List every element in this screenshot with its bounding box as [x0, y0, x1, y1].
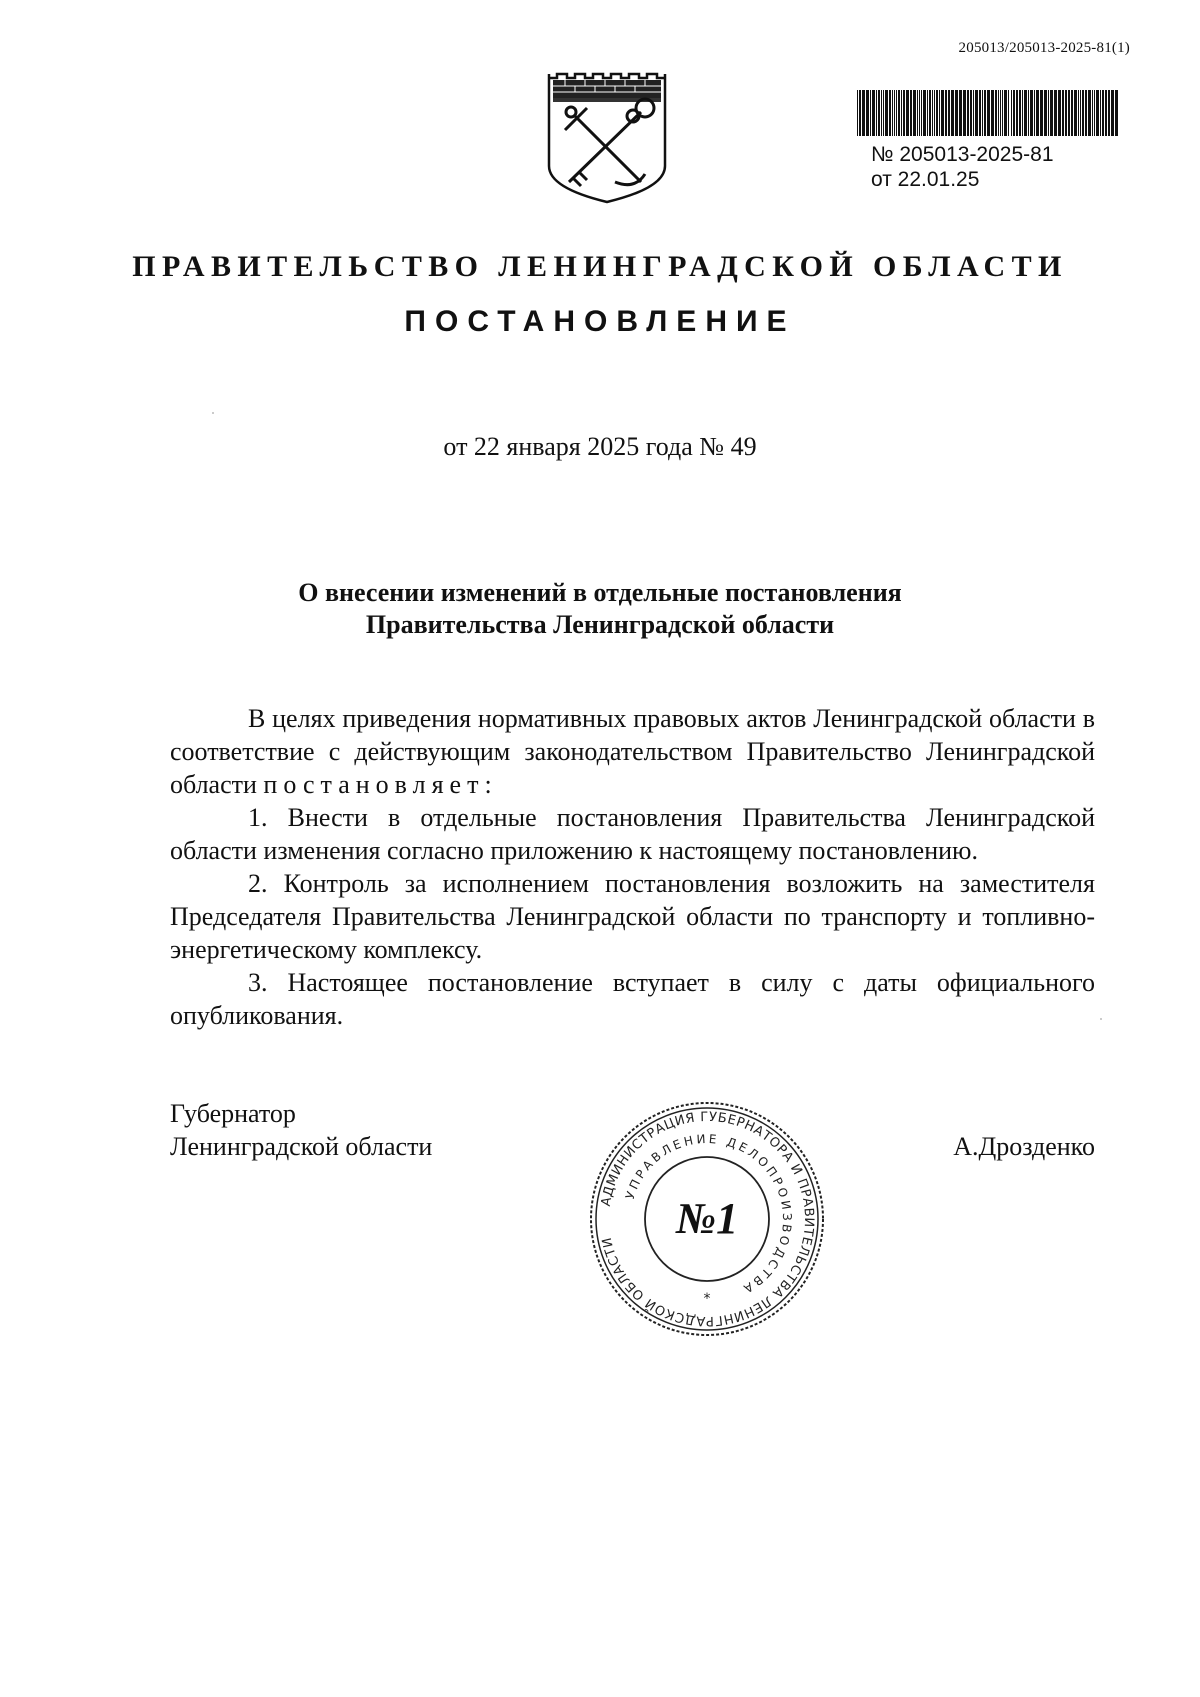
barcode-bar — [903, 90, 905, 136]
coat-of-arms-icon — [545, 70, 669, 206]
barcode-bar — [1080, 90, 1081, 136]
barcode-bar — [948, 90, 950, 136]
document-body — [170, 702, 1095, 1032]
barcode-bar — [1065, 90, 1067, 136]
barcode-bar — [984, 90, 986, 136]
stamp-outer-text: АДМИНИСТРАЦИЯ ГУБЕРНАТОРА И ПРАВИТЕЛЬСТВА ЛЕНИНГРАДСКОЙ ОБЛАСТИ — [598, 1109, 817, 1329]
barcode-bar — [1040, 90, 1043, 136]
barcode-bar — [973, 90, 974, 136]
barcode-bar — [866, 90, 869, 136]
barcode-bar — [1111, 90, 1114, 136]
barcode-bar — [982, 90, 983, 136]
subject-line-2: Правительства Ленинградской области — [365, 610, 835, 639]
preamble-paragraph — [170, 702, 1095, 801]
barcode-bar — [859, 90, 861, 136]
barcode-bar — [1092, 90, 1093, 136]
barcode-bar — [1058, 90, 1061, 136]
barcode-bar — [1048, 90, 1049, 136]
barcode-bar — [1102, 90, 1104, 136]
barcode-bar — [892, 90, 893, 136]
barcode-bar — [1094, 90, 1095, 136]
document-type-title: ПОСТАНОВЛЕНИЕ — [404, 305, 796, 338]
barcode-bar — [975, 90, 978, 136]
barcode-bar — [1008, 90, 1009, 136]
barcode-bar — [1074, 90, 1077, 136]
barcode-bar — [1011, 90, 1012, 136]
barcode-bar — [1115, 90, 1118, 136]
barcode-bar — [1030, 90, 1033, 136]
barcode-bar — [959, 90, 962, 136]
barcode-bar — [923, 90, 926, 136]
barcode-bar — [921, 90, 922, 136]
barcode-bar — [1050, 90, 1053, 136]
scan-speck — [1100, 1018, 1102, 1020]
barcode-bar — [1078, 90, 1079, 136]
signer-position-line-1: Губернатор — [170, 1099, 296, 1128]
barcode-bar — [1085, 90, 1087, 136]
document-id: 205013/205013-2025-81(1) — [958, 40, 1130, 56]
barcode-bar — [1022, 90, 1023, 136]
registration-block — [871, 142, 1054, 192]
barcode-bar — [932, 90, 933, 136]
signer-position-line-2: Ленинградской области — [170, 1132, 433, 1161]
barcode-bar — [910, 90, 912, 136]
barcode-bar — [936, 90, 938, 136]
barcode-bar — [1100, 90, 1101, 136]
barcode-bar — [872, 90, 875, 136]
barcode-bar — [878, 90, 880, 136]
barcode-bar — [906, 90, 909, 136]
barcode-bar — [998, 90, 999, 136]
barcode-bar — [870, 90, 871, 136]
barcode-bar — [1054, 90, 1057, 136]
barcode-bar — [1068, 90, 1070, 136]
stamp-star: * — [703, 1291, 711, 1307]
barcode-bar — [987, 90, 990, 136]
barcode-bar — [1062, 90, 1064, 136]
barcode-bar — [896, 90, 897, 136]
barcode-bar — [889, 90, 891, 136]
document-subject — [0, 577, 1200, 641]
scan-speck — [212, 412, 214, 414]
barcode-bar — [917, 90, 918, 136]
body-item-1: 1. Внести в отдельные постановления Правительства Ленинградской области изменения согласно приложению к настоящему постановлению. — [170, 803, 1095, 865]
barcode-bar — [970, 90, 972, 136]
barcode-bar — [963, 90, 966, 136]
preamble-text: В целях приведения нормативных правовых актов Ленинградской области в соответствие с действующим законодательством Правительство Ленинградской области — [170, 704, 1095, 799]
barcode-bar — [955, 90, 958, 136]
barcode-bar — [995, 90, 997, 136]
barcode-bar — [1019, 90, 1021, 136]
resolves-colon: : — [484, 770, 492, 799]
registration-date: от 22.01.25 — [871, 168, 980, 191]
stamp-center-number: №1 — [675, 1194, 739, 1243]
barcode-bar — [941, 90, 944, 136]
barcode-bar — [885, 90, 888, 136]
signer-position — [170, 1097, 432, 1163]
barcode-bar — [881, 90, 882, 136]
barcode-bar — [883, 90, 884, 136]
subject-line-1: О внесении изменений в отдельные постановления — [298, 578, 902, 607]
barcode-bar — [991, 90, 994, 136]
government-title: ПРАВИТЕЛЬСТВО ЛЕНИНГРАДСКОЙ ОБЛАСТИ — [132, 250, 1068, 283]
barcode-bar — [1105, 90, 1107, 136]
barcode-bar — [1071, 90, 1073, 136]
barcode-bar — [1000, 90, 1001, 136]
barcode-bar — [862, 90, 865, 136]
barcode-bar — [898, 90, 900, 136]
barcode-bar — [1108, 90, 1110, 136]
barcode-bar — [1044, 90, 1047, 136]
barcode-bar — [901, 90, 902, 136]
barcode-bar — [939, 90, 940, 136]
barcode-bar — [894, 90, 895, 136]
barcode-bar — [919, 90, 920, 136]
barcode-bar — [979, 90, 981, 136]
document-date-number: от 22 января 2025 года № 49 — [443, 432, 757, 461]
barcode-bar — [913, 90, 916, 136]
barcode-bar — [927, 90, 928, 136]
barcode-bar — [934, 90, 935, 136]
official-stamp — [587, 1099, 827, 1339]
registration-number: № 205013-2025-81 — [871, 143, 1054, 166]
barcode-bar — [929, 90, 931, 136]
barcode-bar — [1082, 90, 1084, 136]
barcode-bar — [1013, 90, 1015, 136]
barcode-bar — [1016, 90, 1018, 136]
barcode-bar — [1004, 90, 1007, 136]
barcode-bar — [1088, 90, 1091, 136]
barcode-bar — [857, 90, 858, 136]
signer-name: А.Дрозденко — [953, 1132, 1095, 1161]
barcode-bar — [876, 90, 877, 136]
barcode-bar — [1034, 90, 1035, 136]
barcode-bar — [1036, 90, 1039, 136]
barcode-bar — [1096, 90, 1099, 136]
barcode-bar — [1024, 90, 1027, 136]
stamp-inner-text: УПРАВЛЕНИЕ ДЕЛОПРОИЗВОДСТВА — [622, 1131, 795, 1298]
barcode-bar — [967, 90, 969, 136]
barcode-icon — [857, 90, 1119, 136]
barcode-bar — [1028, 90, 1029, 136]
resolves-word: постановляет — [263, 770, 485, 799]
barcode-bar — [951, 90, 954, 136]
body-item-3: 3. Настоящее постановление вступает в силу с даты официального опубликования. — [170, 968, 1095, 1030]
barcode-bar — [1002, 90, 1003, 136]
body-item-2: 2. Контроль за исполнением постановления возложить на заместителя Председателя Правительства Ленинградской области по транспорту и топливно-энергетическому комплексу. — [170, 869, 1095, 964]
barcode-bar — [945, 90, 947, 136]
